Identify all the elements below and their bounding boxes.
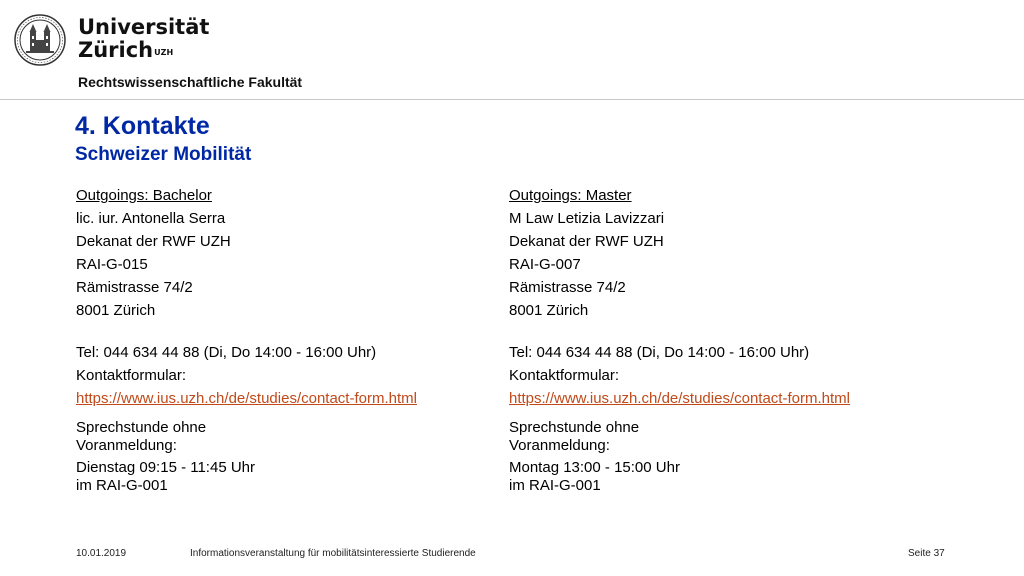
- office-hours-label-2: Voranmeldung:: [509, 437, 610, 454]
- university-name: [78, 16, 209, 62]
- footer-event: Informationsveranstaltung für mobilitätsinteressierte Studierende: [190, 548, 476, 559]
- university-abbr: UZH: [154, 48, 174, 57]
- contact-name: lic. iur. Antonella Serra: [76, 210, 226, 227]
- contact-form-label: Kontaktformular:: [509, 367, 620, 384]
- university-name-line1: Universität: [78, 15, 210, 39]
- contact-column-bachelor: [76, 184, 417, 495]
- contact-office: Dekanat der RWF UZH: [76, 233, 231, 250]
- university-name-line2: Zürich$^{UZH}$: [78, 38, 174, 62]
- contact-office: Dekanat der RWF UZH: [509, 233, 664, 250]
- office-hours-label-1: Sprechstunde ohne: [76, 419, 207, 436]
- contact-city: 8001 Zürich: [509, 302, 589, 319]
- footer-page-number: Seite 37: [908, 548, 945, 559]
- contact-heading: Outgoings: Bachelor: [76, 187, 212, 204]
- office-hours-label-1: Sprechstunde ohne: [509, 419, 640, 436]
- uzh-seal-logo: [14, 14, 66, 66]
- contact-phone: Tel: 044 634 44 88 (Di, Do 14:00 - 16:00 Uhr): [76, 344, 377, 361]
- office-hours-room: im RAI-G-001: [509, 477, 601, 494]
- contact-city: 8001 Zürich: [76, 302, 156, 319]
- footer-date: 10.01.2019: [76, 548, 127, 559]
- slide-subtitle: Schweizer Mobilität: [75, 144, 252, 165]
- contact-form-label: Kontaktformular:: [76, 367, 187, 384]
- contact-street: Rämistrasse 74/2: [509, 279, 626, 296]
- header-divider: [0, 99, 1024, 100]
- contact-heading: Outgoings: Master: [509, 187, 632, 204]
- office-hours-label-2: Voranmeldung:: [76, 437, 177, 454]
- contact-room: RAI-G-007: [509, 256, 581, 273]
- office-hours-room: im RAI-G-001: [76, 477, 168, 494]
- office-hours-time: Dienstag 09:15 - 11:45 Uhr: [76, 459, 255, 476]
- faculty-name: Rechtswissenschaftliche Fakultät: [78, 74, 303, 90]
- contact-form-link[interactable]: https://www.ius.uzh.ch/de/studies/contact-form.html: [509, 390, 850, 407]
- contact-room: RAI-G-015: [76, 256, 148, 273]
- slide-title: 4. Kontakte: [75, 112, 210, 140]
- contact-form-link[interactable]: https://www.ius.uzh.ch/de/studies/contact-form.html: [76, 390, 417, 407]
- contact-name: M Law Letizia Lavizzari: [509, 210, 665, 227]
- office-hours-time: Montag 13:00 - 15:00 Uhr: [509, 459, 680, 476]
- contact-phone: Tel: 044 634 44 88 (Di, Do 14:00 - 16:00 Uhr): [509, 344, 810, 361]
- contact-column-master: [509, 184, 850, 495]
- contact-street: Rämistrasse 74/2: [76, 279, 193, 296]
